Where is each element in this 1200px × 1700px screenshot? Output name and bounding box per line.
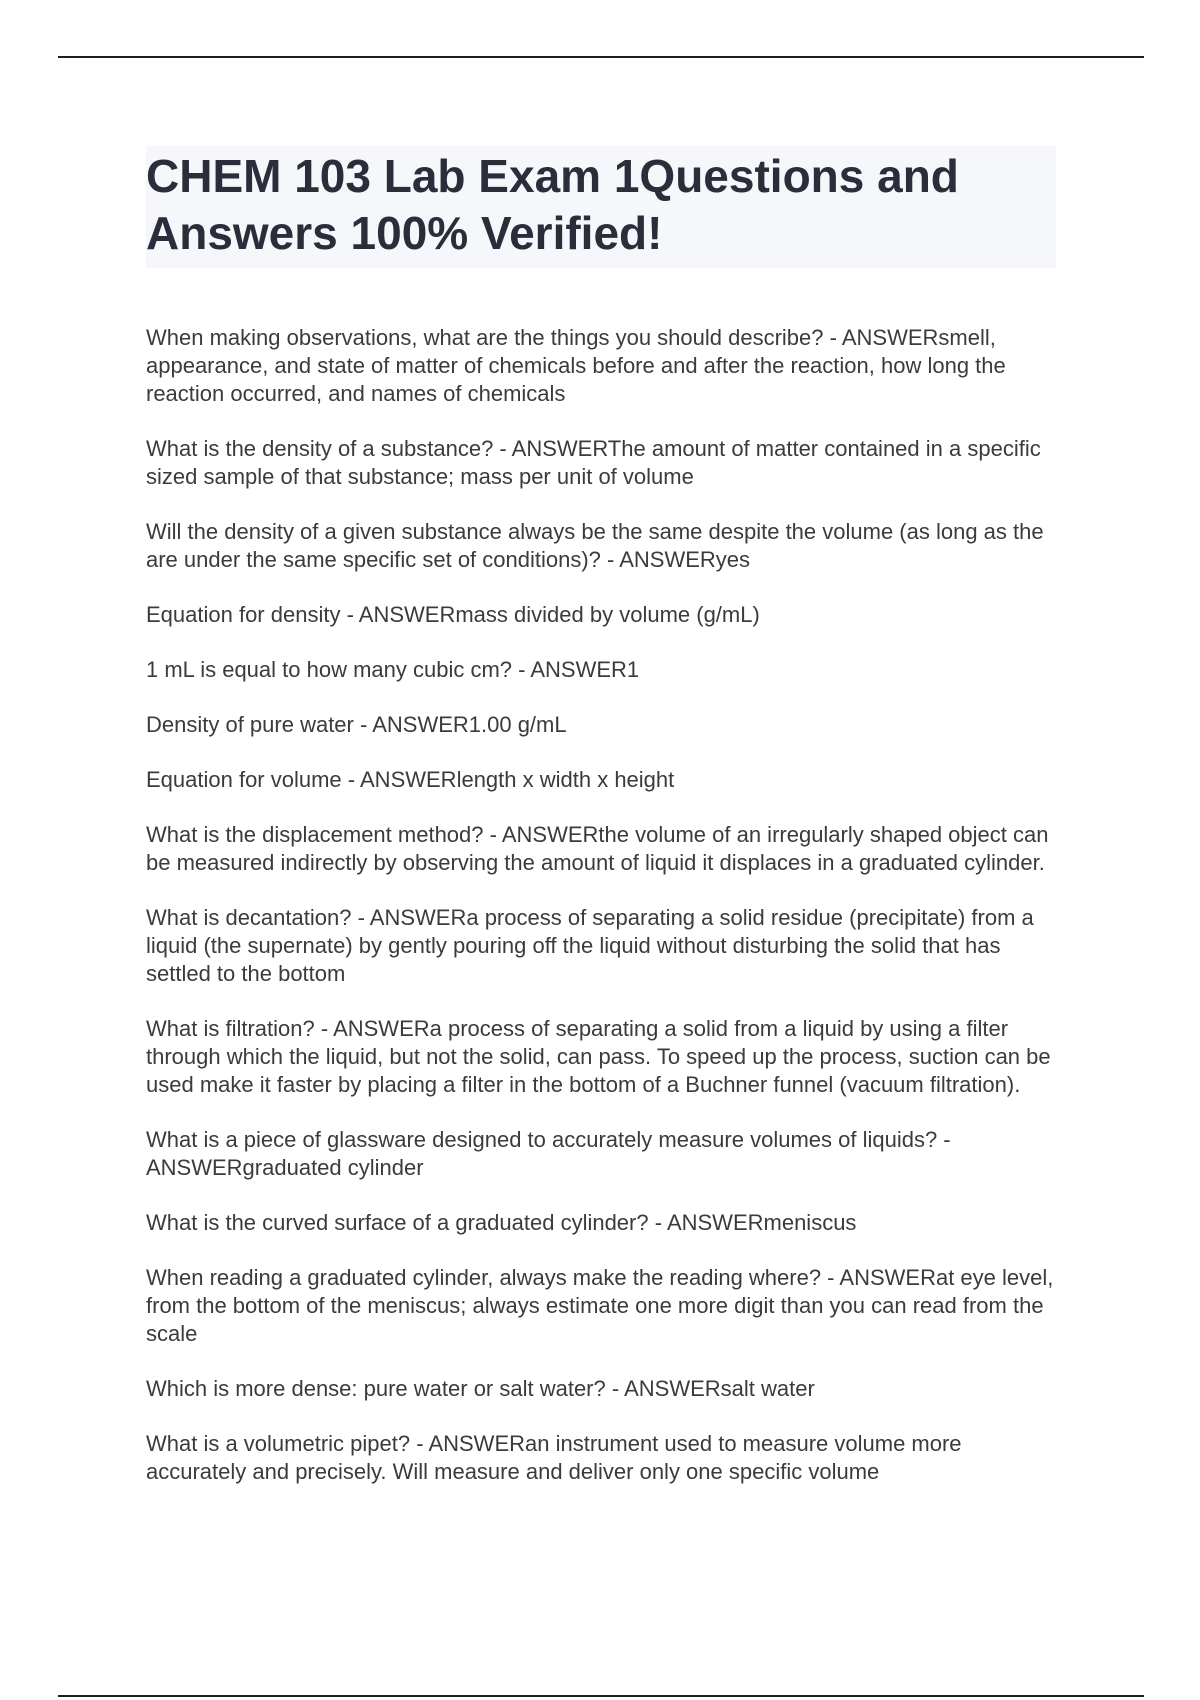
qa-item: What is a volumetric pipet? - ANSWERan instrument used to measure volume more accurately and precisely. Will measure and deliver only one specific volume [146,1431,962,1484]
qa-item: Which is more dense: pure water or salt water? - ANSWERsalt water [146,1376,815,1401]
qa-list [146,324,1056,1486]
qa-item: What is the curved surface of a graduated cylinder? - ANSWERmeniscus [146,1210,857,1235]
title-box [146,146,1056,268]
document-title: CHEM 103 Lab Exam 1Questions and Answers 100% Verified! [146,150,959,259]
qa-item: Equation for volume - ANSWERlength x width x height [146,767,675,792]
top-rule [58,56,1144,58]
bottom-rule [58,1695,1144,1697]
qa-item: 1 mL is equal to how many cubic cm? - ANSWER1 [146,657,640,682]
qa-item: What is a piece of glassware designed to accurately measure volumes of liquids? - ANSWERgraduated cylinder [146,1127,951,1180]
qa-item: Will the density of a given substance always be the same despite the volume (as long as the are under the same specific set of conditions)? - ANSWERyes [146,519,1044,572]
qa-item: What is the displacement method? - ANSWERthe volume of an irregularly shaped object can be measured indirectly by observing the amount of liquid it displaces in a graduated cylinder. [146,822,1049,875]
qa-item: When making observations, what are the things you should describe? - ANSWERsmell, appearance, and state of matter of chemicals before and after the reaction, how long the reaction occurred, and names of chemicals [146,325,1006,406]
qa-item: Equation for density - ANSWERmass divided by volume (g/mL) [146,602,760,627]
qa-item: What is decantation? - ANSWERa process of separating a solid residue (precipitate) from a liquid (the supernate) by gently pouring off the liquid without disturbing the solid that has settled to the bottom [146,905,1034,986]
qa-item: What is filtration? - ANSWERa process of separating a solid from a liquid by using a filter through which the liquid, but not the solid, can pass. To speed up the process, suction can be used make it faster by placing a filter in the bottom of a Buchner funnel (vacuum filtration). [146,1016,1051,1097]
qa-item: Density of pure water - ANSWER1.00 g/mL [146,712,567,737]
qa-item: When reading a graduated cylinder, always make the reading where? - ANSWERat eye level, from the bottom of the meniscus; always estimate one more digit than you can read from the scale [146,1265,1054,1346]
qa-item: What is the density of a substance? - ANSWERThe amount of matter contained in a specific sized sample of that substance; mass per unit of volume [146,436,1041,489]
document-content [146,146,1056,1513]
